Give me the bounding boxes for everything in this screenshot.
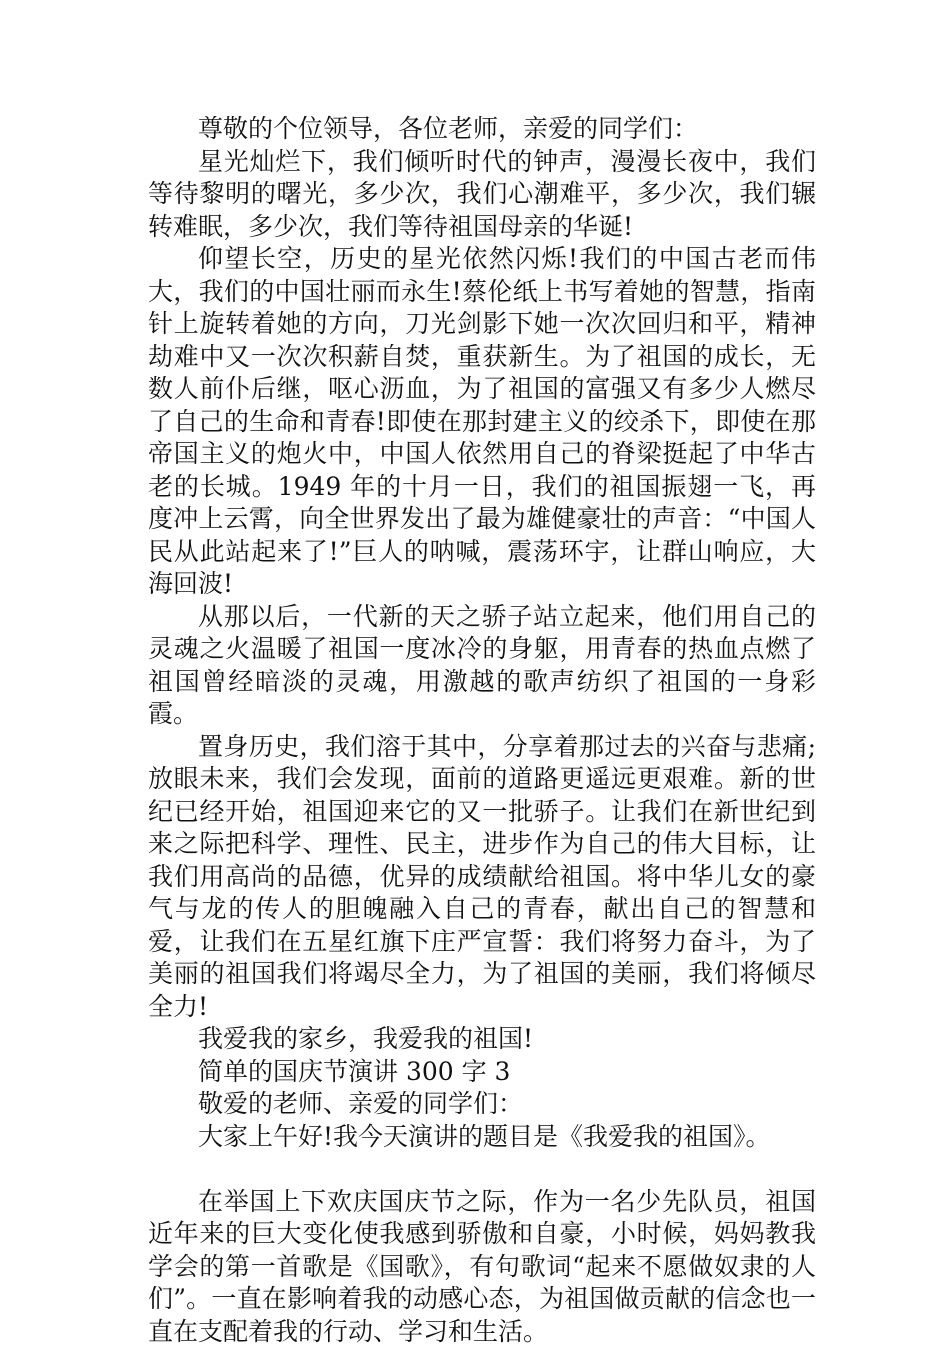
body-paragraph: 我爱我的家乡，我爱我的祖国! <box>148 1023 816 1056</box>
blank-line <box>148 1153 816 1186</box>
body-paragraph: 从那以后，一代新的天之骄子站立起来，他们用自己的灵魂之火温暖了祖国一度冰冷的身躯，用青春的热血点燃了祖国曾经暗淡的灵魂，用激越的歌声纺织了祖国的一身彩霞。 <box>148 601 816 731</box>
body-paragraph: 在举国上下欢庆国庆节之际，作为一名少先队员，祖国近年来的巨大变化使我感到骄傲和自豪，小时候，妈妈教我学会的第一首歌是《国歌》，有句歌词“起来不愿做奴隶的人们”。一直在影响着我的动感心态，为祖国做贡献的信念也一直在支配着我的行动、学习和生活。 <box>148 1186 816 1348</box>
salutation-paragraph: 尊敬的个位领导，各位老师，亲爱的同学们： <box>148 113 816 146</box>
body-paragraph: 星光灿烂下，我们倾听时代的钟声，漫漫长夜中，我们等待黎明的曙光，多少次，我们心潮难平，多少次，我们辗转难眠，多少次，我们等待祖国母亲的华诞! <box>148 146 816 244</box>
body-paragraph: 仰望长空，历史的星光依然闪烁!我们的中国古老而伟大，我们的中国壮丽而永生!蔡伦纸上书写着她的智慧，指南针上旋转着她的方向，刀光剑影下她一次次回归和平，精神劫难中又一次次积薪自焚，重获新生。为了祖国的成长，无数人前仆后继，呕心沥血，为了祖国的富强又有多少人燃尽了自己的生命和青春!即使在那封建主义的绞杀下，即使在那帝国主义的炮火中，中国人依然用自己的脊梁挺起了中华古老的长城。1949 年的十月一日，我们的祖国振翅一飞，再度冲上云霄，向全世界发出了最为雄健豪壮的声音：“中国人民从此站起来了!”巨人的呐喊，震荡环宇，让群山响应，大海回波! <box>148 243 816 601</box>
salutation-paragraph: 敬爱的老师、亲爱的同学们： <box>148 1088 816 1121</box>
body-paragraph: 大家上午好!我今天演讲的题目是《我爱我的祖国》。 <box>148 1121 816 1154</box>
section-heading: 简单的国庆节演讲 300 字 3 <box>148 1056 816 1089</box>
document-body <box>148 113 816 1348</box>
body-paragraph: 置身历史，我们溶于其中，分享着那过去的兴奋与悲痛;放眼未来，我们会发现，面前的道路更遥远更艰难。新的世纪已经开始，祖国迎来它的又一批骄子。让我们在新世纪到来之际把科学、理性、民主，进步作为自己的伟大目标，让我们用高尚的品德，优异的成绩献给祖国。将中华儿女的豪气与龙的传人的胆魄融入自己的青春，献出自己的智慧和爱，让我们在五星红旗下庄严宣誓：我们将努力奋斗，为了美丽的祖国我们将竭尽全力，为了祖国的美丽，我们将倾尽全力! <box>148 731 816 1024</box>
